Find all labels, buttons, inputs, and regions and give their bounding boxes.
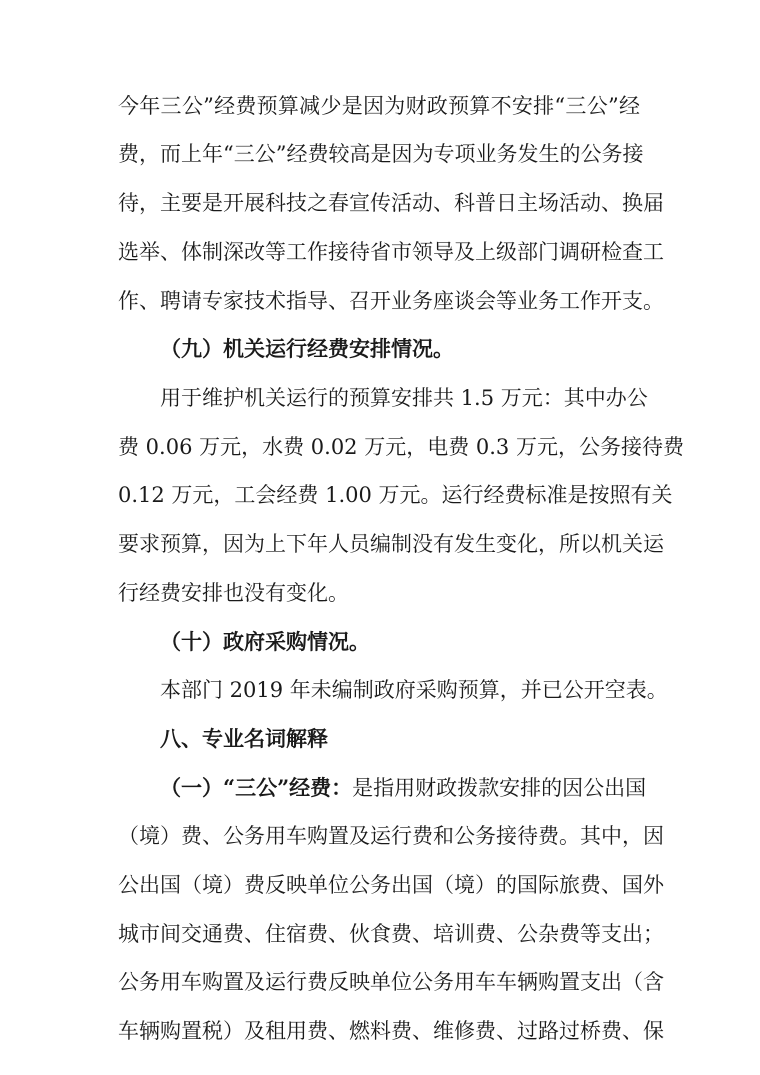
term-definition: 是指用财政拨款安排的因公出国 [352, 776, 647, 800]
section-heading-8: 八、专业名词解释 [160, 726, 328, 751]
paragraph-line: 公出国（境）费反映单位公务出国（境）的国际旅费、国外 [118, 873, 664, 897]
paragraph-line: 作、聘请专家技术指导、召开业务座谈会等业务工作开支。 [118, 289, 664, 313]
paragraph-line: 费 0.06 万元，水费 0.02 万元，电费 0.3 万元，公务接待费 [118, 435, 684, 459]
section-heading-10: （十）政府采购情况。 [160, 629, 370, 654]
paragraph-line: 用于维护机关运行的预算安排共 1.5 万元：其中办公 [160, 386, 648, 410]
paragraph-line: 城市间交通费、住宿费、伙食费、培训费、公杂费等支出； [118, 922, 664, 946]
paragraph-line [160, 774, 647, 802]
paragraph-line: 车辆购置税）及租用费、燃料费、维修费、过路过桥费、保 [118, 1019, 664, 1043]
paragraph-line: 费，而上年“三公”经费较高是因为专项业务发生的公务接 [118, 142, 644, 166]
paragraph-line: 0.12 万元，工会经费 1.00 万元。运行经费标准是按照有关 [118, 483, 673, 507]
paragraph-line: 选举、体制深改等工作接待省市领导及上级部门调研检查工 [118, 240, 664, 264]
paragraph-line: 行经费安排也没有变化。 [118, 581, 349, 605]
term-label: （一）“三公”经费： [160, 775, 353, 800]
paragraph-line: 本部门 2019 年未编制政府采购预算，并已公开空表。 [160, 678, 668, 702]
paragraph-line: 公务用车购置及运行费反映单位公务用车车辆购置支出（含 [118, 970, 664, 994]
paragraph-line: 今年三公”经费预算减少是因为财政预算不安排“三公”经 [118, 94, 640, 118]
section-heading-9: （九）机关运行经费安排情况。 [160, 336, 454, 361]
paragraph-line: （境）费、公务用车购置及运行费和公务接待费。其中，因 [118, 824, 664, 848]
paragraph-line: 待，主要是开展科技之春宣传活动、科普日主场活动、换届 [118, 191, 664, 215]
paragraph-line: 要求预算，因为上下年人员编制没有发生变化，所以机关运 [118, 532, 664, 556]
